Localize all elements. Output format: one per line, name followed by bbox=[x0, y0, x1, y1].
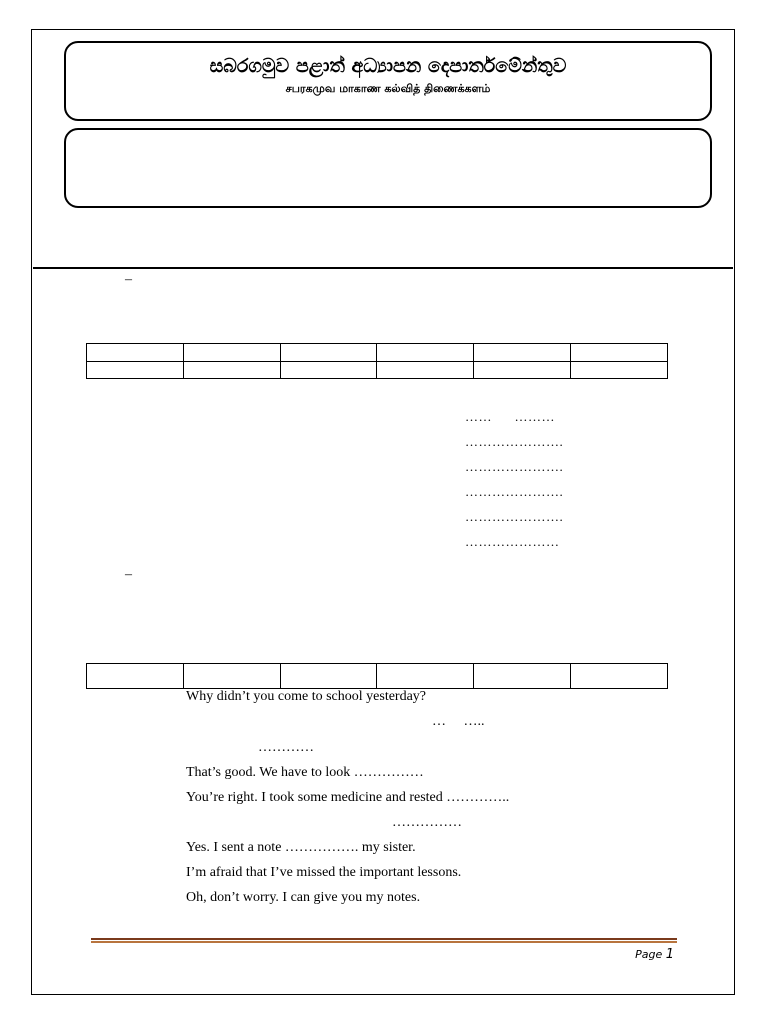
answer-dotted-line: …………………. bbox=[465, 434, 564, 449]
table-cell bbox=[183, 344, 280, 362]
page-number-value: 1 bbox=[665, 947, 674, 962]
table-cell bbox=[377, 362, 474, 379]
dialogue-line: … ….. bbox=[432, 714, 485, 729]
table-row bbox=[87, 362, 668, 379]
dialogue-line: I’m afraid that I’ve missed the important lessons. bbox=[186, 865, 462, 880]
table-cell bbox=[377, 344, 474, 362]
table-cell bbox=[280, 344, 377, 362]
answer-dotted-line: …… ……… bbox=[465, 409, 555, 424]
table-cell bbox=[183, 664, 280, 689]
table-cell bbox=[474, 664, 571, 689]
table-row bbox=[87, 664, 668, 689]
section1-answer-table bbox=[86, 343, 668, 379]
table-cell bbox=[280, 664, 377, 689]
table-cell bbox=[87, 344, 184, 362]
page-label: Page bbox=[635, 948, 663, 961]
section1-dash: – bbox=[125, 272, 132, 287]
header-info-box bbox=[64, 128, 712, 208]
answer-dotted-line: …………………. bbox=[465, 509, 564, 524]
answer-dotted-line: ………………… bbox=[465, 534, 560, 549]
dialogue-line: …………… bbox=[392, 815, 462, 830]
table-cell bbox=[377, 664, 474, 689]
dialogue-line: Oh, don’t worry. I can give you my notes. bbox=[186, 890, 421, 905]
table-cell bbox=[474, 344, 571, 362]
header-title-tamil: சபரகமுவ மாகாண கல்வித் திணைக்களம் bbox=[285, 82, 491, 95]
header-title-sinhala: සබරගමුව පළාත් අධ්‍යාපන දෙපාර්තමේන්තුව bbox=[209, 55, 567, 77]
dialogue-line: Yes. I sent a note ……………. my sister. bbox=[186, 840, 416, 855]
header-title-box bbox=[64, 41, 712, 121]
section2-dash: – bbox=[125, 567, 132, 582]
dialogue-line: ………… bbox=[258, 740, 314, 755]
table-cell bbox=[183, 362, 280, 379]
answer-dotted-line: …………………. bbox=[465, 459, 564, 474]
table-cell bbox=[280, 362, 377, 379]
table-cell bbox=[87, 664, 184, 689]
section-divider bbox=[33, 267, 733, 269]
table-cell bbox=[87, 362, 184, 379]
answer-dotted-line: …………………. bbox=[465, 484, 564, 499]
table-cell bbox=[571, 664, 668, 689]
footer-rule bbox=[91, 938, 677, 943]
table-cell bbox=[571, 344, 668, 362]
dialogue-line: Why didn’t you come to school yesterday? bbox=[186, 689, 427, 704]
table-row bbox=[87, 344, 668, 362]
dialogue-line: That’s good. We have to look …………… bbox=[186, 765, 424, 780]
section2-answer-table bbox=[86, 663, 668, 689]
table-cell bbox=[571, 362, 668, 379]
table-cell bbox=[474, 362, 571, 379]
dialogue-line: You’re right. I took some medicine and rested ………….. bbox=[186, 790, 510, 805]
page-number bbox=[635, 947, 674, 962]
